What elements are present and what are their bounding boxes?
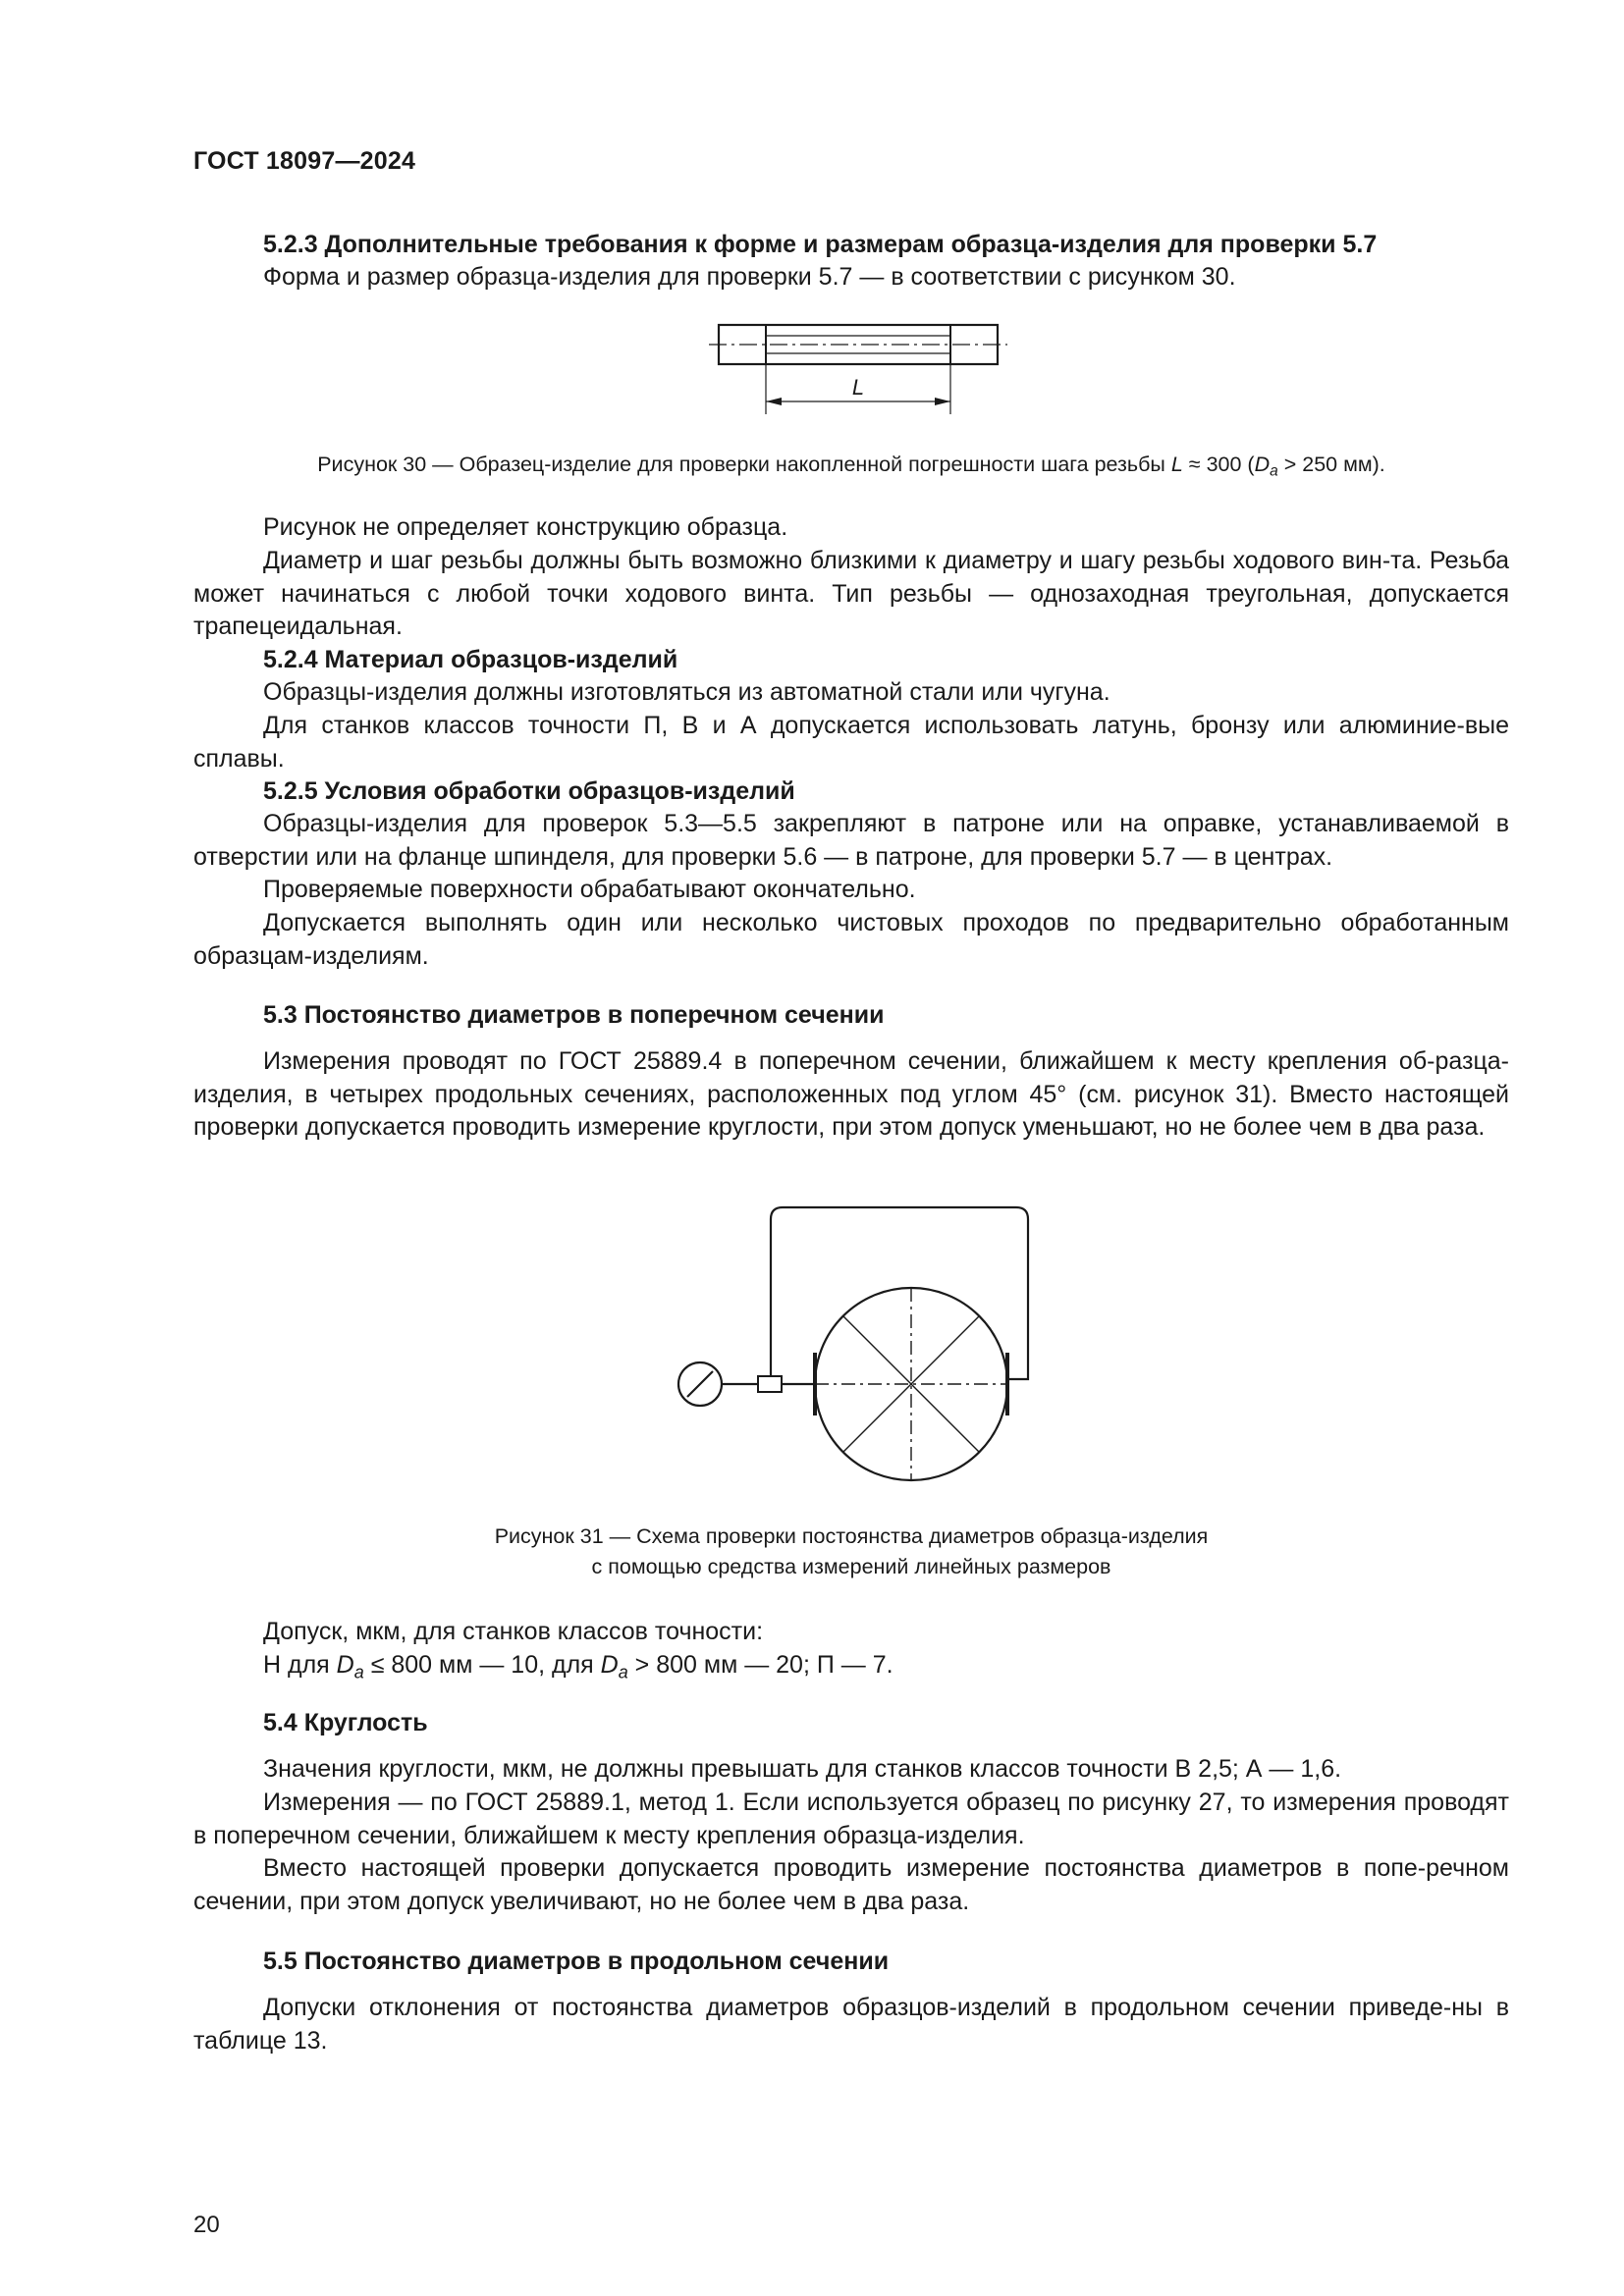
section-5-4-p1: Значения круглости, мкм, не должны превышать для станков классов точности В 2,5; А — 1,6. bbox=[263, 1755, 1342, 1783]
thread-paragraph: Диаметр и шаг резьбы должны быть возможно близкими к диаметру и шагу резьбы ходового вин-та. Резьба может начинаться с любой точки ходового винта. Тип резьбы — однозаходная треугольная, допускается трапецеидальная. bbox=[193, 547, 1509, 640]
section-5-2-3-heading: 5.2.3 Дополнительные требования к форме и размерам образца-изделия для проверки 5.7 bbox=[263, 231, 1378, 258]
section-5-3-heading: 5.3 Постоянство диаметров в поперечном сечении bbox=[263, 1001, 885, 1029]
figure-31-caption-line2: с помощью средства измерений линейных размеров bbox=[591, 1555, 1111, 1578]
figure-30-dim-label: L bbox=[851, 375, 865, 400]
section-5-2-3-text: Форма и размер образца-изделия для проверки 5.7 — в соответствии с рисунком 30. bbox=[263, 263, 1236, 291]
section-5-4-p2: Измерения — по ГОСТ 25889.1, метод 1. Если используется образец по рисунку 27, то измерения проводят в поперечном сечении, ближайшем к месту крепления образца-изделия. bbox=[193, 1789, 1509, 1849]
section-5-5-p1: Допуски отклонения от постоянства диаметров образцов-изделий в продольном сечении приведе-ны в таблице 13. bbox=[193, 1994, 1509, 2055]
tolerance-line1: Допуск, мкм, для станков классов точности: bbox=[263, 1618, 764, 1645]
section-5-2-4-p2: Для станков классов точности П, В и А допускается использовать латунь, бронзу или алюминие-вые сплавы. bbox=[193, 712, 1509, 773]
section-5-2-5-p2: Проверяемые поверхности обрабатывают окончательно. bbox=[263, 876, 916, 903]
section-5-2-5-heading: 5.2.5 Условия обработки образцов-изделий bbox=[263, 777, 795, 805]
document-header: ГОСТ 18097—2024 bbox=[193, 147, 416, 175]
figure-note-paragraph: Рисунок не определяет конструкцию образца. bbox=[263, 513, 788, 541]
figure-30-drawing bbox=[687, 312, 1031, 420]
section-5-5-heading: 5.5 Постоянство диаметров в продольном сечении bbox=[263, 1948, 890, 1975]
page-number: 20 bbox=[193, 2212, 220, 2238]
section-5-4-heading: 5.4 Круглость bbox=[263, 1709, 428, 1736]
section-5-2-4-heading: 5.2.4 Материал образцов-изделий bbox=[263, 646, 678, 673]
tolerance-line2: Н для $D_a \le 800$ мм — 10, для $D_a > 800$ мм — 20; П — 7. bbox=[263, 1651, 893, 1682]
section-5-3-p1: Измерения проводят по ГОСТ 25889.4 в поперечном сечении, ближайшем к месту крепления об-разца-изделия, в четырех продольных сечениях, расположенных под углом 45° (см. рисунок 31). Вместо настоящей проверки допускается проводить измерение круглости, при этом допуск уменьшают, но не более чем в два раза. bbox=[193, 1047, 1509, 1141]
figure-30-caption: Рисунок 30 — Образец-изделие для проверки накопленной погрешности шага резьбы L ≈ 300 ($D_a > 250$ мм). bbox=[317, 453, 1385, 480]
figure-31-drawing bbox=[668, 1198, 1060, 1502]
section-5-4-p3: Вместо настоящей проверки допускается проводить измерение постоянства диаметров в попе-речном сечении, при этом допуск увеличивают, но не более чем в два раза. bbox=[193, 1854, 1509, 1915]
section-5-2-5-p3: Допускается выполнять один или несколько чистовых проходов по предварительно обработанным образцам-изделиям. bbox=[193, 909, 1509, 970]
figure-31-caption-line1: Рисунок 31 — Схема проверки постоянства диаметров образца-изделия bbox=[494, 1524, 1209, 1548]
section-5-2-5-p1: Образцы-изделия для проверок 5.3—5.5 закрепляют в патроне или на оправке, устанавливаемой в отверстии или на фланце шпинделя, для проверки 5.6 — в патроне, для проверки 5.7 — в центрах. bbox=[193, 810, 1509, 871]
section-5-2-4-p1: Образцы-изделия должны изготовляться из автоматной стали или чугуна. bbox=[263, 678, 1110, 706]
